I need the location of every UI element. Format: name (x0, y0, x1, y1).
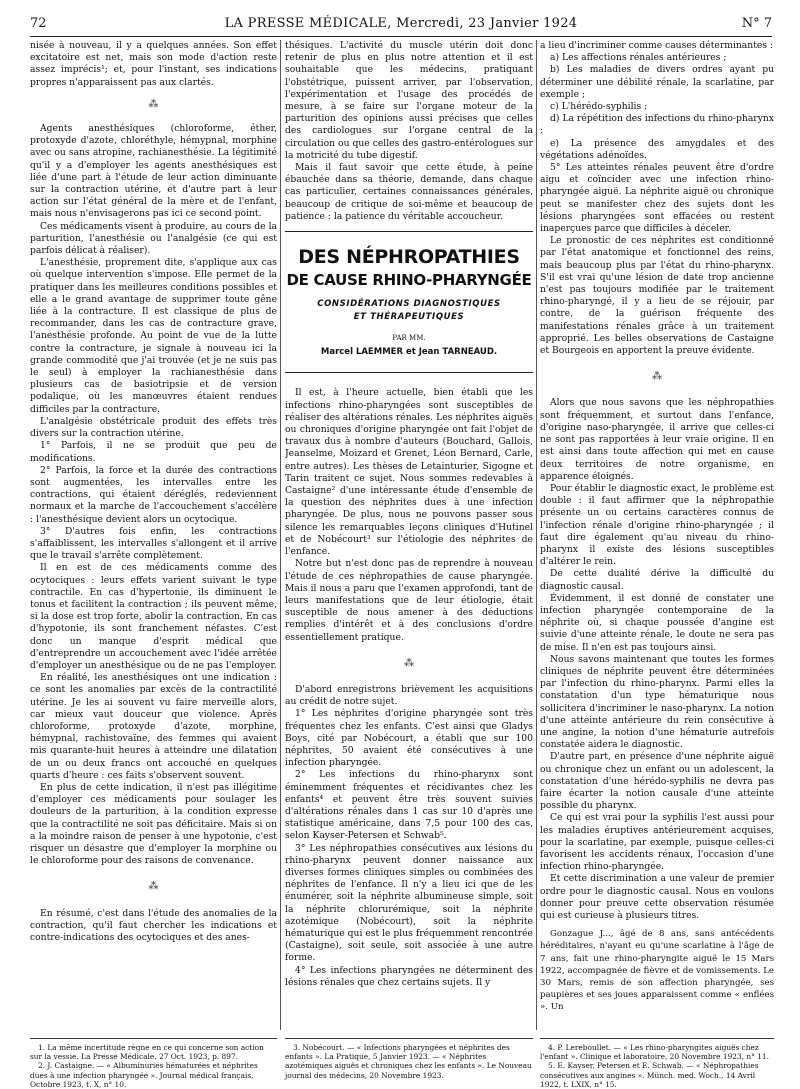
page-header (30, 12, 772, 37)
list-item: c) L'hérédo-syphilis ; (550, 101, 648, 113)
section-separator: ⁂ (652, 371, 662, 383)
paragraph: 1° Les néphrites d'origine pharyngée sont très fréquentes chez les enfants. C'est ainsi que Gladys Boys, cité par Nobécourt, a établi que sur 100 néphrites, 50 avaient été consécutives à une infection pharyngée. (285, 708, 533, 769)
paragraph: Notre but n'est donc pas de reprendre à nouveau l'étude de ces néphropathies de cause pharyngée. Mais il nous a paru que l'examen approfondi, tant de leurs manifestations que de leur étiologie, était susceptible de nous amener à des déductions remplies d'intérêt et à des conclusions d'ordre essentiellement pratique. (285, 558, 533, 643)
paragraph: Ces médicaments visent à produire, au cours de la parturition, l'anesthésie ou l'analgésie (ce qui est parfois délicat à réaliser). (30, 220, 277, 257)
paragraph: En plus de cette indication, il n'est pas illégitime d'employer ces médicaments pour soulager les douleurs de la parturition, à la condition expresse que la contractilité ne soit pas déficitaire. Mais si on a la moindre raison de penser à une hypotonie, c'est risquer un désastre que d'employer la morphine ou le chloroforme pour des raisons de convenance. (30, 781, 277, 867)
paragraph: Et cette discrimination a une valeur de premier ordre pour le diagnostic causal. Nous en voulons donner pour preuve cette observation résumée qui est curieuse à plusieurs titres. (540, 873, 774, 922)
issue-number: N° 7 (741, 16, 772, 31)
footnote: 1. La même incertitude règne en ce qui concerne son action sur la vessie. La Presse Médicale, 27 Oct. 1923, p. 897. (30, 1043, 264, 1062)
footnote: 4. P. Lereboullet. — « Les rhino-pharyngites aiguës chez l'enfant ». Clinique et laboratoire, 20 Novembre 1923, n° 11. (540, 1043, 769, 1062)
paragraph: Agents anesthésiques (chloroforme, éther, protoxyde d'azote, chloréthyle, hémypnal, morphine avec ou sans atropine, rachianesthésie. La légitimité qu'il y a d'employer les agents anesthésiques est liée d'une part à l'étude de leur action diminuante sur la contraction utérine, et d'autre part à leur action sur l'état général de la mère et de l'enfant, mais nous n'envisagerons pas ici ce second point. (30, 123, 277, 220)
paragraph: 4° Les infections pharyngées ne déterminent des lésions rénales que chez certains sujets. Il y (285, 964, 533, 988)
paragraph: De cette dualité dérive la difficulté du diagnostic causal. (540, 568, 774, 592)
case-observation: Gonzague J..., âgé de 8 ans, sans antécédents héréditaires, n'ayant eu qu'une scarlatine à l'âge de 7 ans, fait une rhino-pharyngite aiguë le 15 Mars 1922, accompagnée de fièvre et de vomissements. Le 30 Mars, remis de son affection pharyngée, ses paupières et ses joues apparaissent comme « enflées ». Un (540, 929, 774, 1013)
paragraph: thésiques. L'activité du muscle utérin doit donc retenir de plus en plus notre attention et il est souhaitable que les médecins, pratiquant l'obstétrique, puissent arriver, par l'observation, l'expérimentation et l'usage des procédés de mesure, à se faire sur l'organe moteur de la parturition des opinions aussi précises que celles des cardiologues sur l'organe central de la circulation ou que celles des gastro-entérologues sur la motricité du tube digestif. (285, 40, 533, 161)
footnotes-column-1 (30, 1043, 277, 1089)
paragraph: Le pronostic de ces néphrites est conditionné par l'état anatomique et fonctionnel des reins, mais beaucoup plus par l'état du rhino-pharynx. S'il est vrai qu'une lésion de date trop ancienne n'est pas toujours modifiée par le traitement rhino-pharyngé, il y a lieu de se réjouir, par contre, de la guérison fréquente des manifestations rénales grâce à un traitement approprié. Les belles observations de Castaigne et Bourgeois en apportent la preuve évidente. (540, 235, 774, 357)
paragraph: a lieu d'incriminer comme causes déterminantes : (540, 40, 774, 51)
column-1 (30, 40, 277, 1030)
paragraph: Ce qui est vrai pour la syphilis l'est aussi pour les maladies éruptives antérieurement acquises, pour la scarlatine, par exemple, puisque celles-ci favorisent les accidents rénaux, l'occasion d'une infection rhino-pharyngée. (540, 812, 774, 873)
paragraph: Il en est de ces médicaments comme des ocytociques : leurs effets varient suivant le type contractile. En cas d'hypertonie, ils diminuent le tonus et facilitent la contraction ; ils peuvent même, si la dose est trop forte, abolir la contraction. En cas d'hypotonie, ils sont franchement néfastes. C'est donc un manque d'esprit médical que d'entreprendre un accouchement avec l'idée arrêtée d'employer un anesthésique ou de ne pas l'employer. (30, 562, 277, 671)
paragraph: Pour établir le diagnostic exact, le problème est double : il faut affirmer que la néphropathie présente un ou certains caractères connus de l'infection rénale d'origine rhino-pharyngée ; il faut dire également qu'au niveau du rhino-pharynx il existe des lésions susceptibles d'altérer le rein. (540, 482, 774, 568)
footnote-rule (540, 1038, 774, 1039)
article-heading (285, 231, 533, 373)
paragraph: D'autre part, en présence d'une néphrite aiguë ou chronique chez un enfant ou un adolescent, la constatation d'une hérédo-syphilis ne devra pas faire écarter la notion causale d'une atteinte possible du pharynx. (540, 751, 774, 812)
paragraph: 3° Les néphropathies consécutives aux lésions du rhino-pharynx peuvent donner naissance aux diverses formes cliniques simples ou combinées des néphrites de l'enfance. Il n'y a lieu ici que de les énumérer, soit la néphrite albumineuse simple, soit la néphrite chlorurémique, soit la néphrite azotémique (Nobécourt), soit la néphrite hématurique qui est le plus fréquemment rencontrée (Castaigne), soit seule, soit associée à une autre forme. (285, 842, 533, 964)
footnote: 3. Nobécourt. — « Infections pharyngées et néphrites des enfants ». La Pratique, 5 Janvier 1923. — « Néphrites azotémiques aiguës et chroniques chez les enfants ». Le Nouveau journal des médecins, 20 Novembre 1923. (285, 1043, 532, 1080)
byline-prefix: PAR MM. (392, 334, 426, 343)
section-separator: ⁂ (404, 657, 414, 669)
article-title-line-1: DES NÉPHROPATHIES (298, 246, 520, 269)
footnotes-column-2 (285, 1043, 533, 1080)
article-authors: Marcel LAEMMER et Jean TARNEAUD. (320, 347, 498, 358)
list-item: a) Les affections rénales antérieures ; (550, 52, 727, 64)
paragraph: 2° Parfois, la force et la durée des contractions sont augmentées, les intervalles entre les contractions, qui étaient déréglés, redeviennent normaux et la marche de l'accouchement s'accélère : l'anesthésique devient alors un ocytocique. (30, 464, 277, 525)
article-subtitle-line-2: ET THÉRAPEUTIQUES (353, 312, 465, 323)
list-item: d) La répétition des infections du rhino-pharynx ; (540, 113, 774, 137)
list-item: e) La présence des amygdales et des végétations adénoïdes. (540, 137, 774, 161)
paragraph: 1° Parfois, il ne se produit que peu de modifications. (30, 440, 277, 464)
paragraph: nisée à nouveau, il y a quelques années. Son effet excitatoire est net, mais son mode d'action reste assez imprécis¹; et, pour l'instant, ses indications propres n'apparaissent pas aux clartés. (30, 40, 277, 88)
list-item: b) Les maladies de divers ordres ayant pu déterminer une débilité rénale, la scarlatine, par exemple ; (540, 64, 774, 100)
paragraph: Alors que nous savons que les néphropathies sont fréquemment, et surtout dans l'enfance, d'origine naso-pharyngée, il arrive que celles-ci ne sont pas rapportées à leur vraie origine. Il en est ainsi dans toute affection qui met en cause deux territoires de notre organisme, en apparence éloignés. (540, 397, 774, 482)
footnote-rule (30, 1038, 277, 1039)
paragraph: L'anesthésie, proprement dite, s'applique aux cas où quelque intervention s'impose. Elle permet de la pratiquer dans les meilleures conditions possibles et elle a le grand avantage de supprimer toute gêne liée à la contracture. Il est classique de plus de recommander, dans les cas de contracture grave, l'anesthésie profonde. Au point de vue de la lutte contre la contracture, je signale à nouveau ici la grande commodité que j'ai trouvée (et je ne suis pas le seul) à employer la rachianesthésie dans plusieurs cas de basiotripsie et de version podalique, où les manœuvres étaient rendues difficiles par la contracture. (30, 257, 277, 415)
paragraph: Évidemment, il est donné de constater une infection pharyngée contemporaine de la néphrite où, si chaque poussée d'angine est suivie d'une atteinte rénale, le doute ne sera pas de mise. Il n'en est pas toujours ainsi. (540, 592, 774, 653)
article-subtitle-line-1: CONSIDÉRATIONS DIAGNOSTIQUES (317, 299, 501, 310)
column-2 (285, 40, 533, 1030)
paragraph: Mais il faut savoir que cette étude, à peine ébauchée dans sa théorie, demande, dans chaque cas particulier, certaines connaissances générales, beaucoup de critique de soi-même et beaucoup de patience : la patience du véritable accoucheur. (285, 162, 533, 222)
article-title-line-2: DE CAUSE RHINO-PHARYNGÉE (286, 271, 532, 290)
paragraph: L'analgésie obstétricale produit des effets très divers sur la contraction utérine. (30, 415, 277, 440)
paragraph: 5° Les atteintes rénales peuvent être d'ordre aigu et coïncider avec une infection rhino-pharyngée aiguë. La néphrite aiguë ou chronique peut se manifester chez des sujets dont les lésions pharyngées sont effacées ou restent inaperçues parce que difficiles à déceler. (540, 162, 774, 235)
section-separator: ⁂ (148, 98, 159, 110)
heading-rule (285, 372, 533, 373)
paragraph: En résumé, c'est dans l'étude des anomalies de la contraction, qu'il faut chercher les indications et contre-indications des ocytociques et des anes- (30, 907, 277, 944)
section-separator: ⁂ (148, 881, 159, 893)
footnote: 2. J. Castaigne. — « Albuminuries hématurées et néphrites dues à une infection pharyngée ». Journal médical français, Octobre 1923, t. X, n° 10. (30, 1061, 258, 1089)
footnote-rule (285, 1038, 533, 1039)
footnotes-column-3 (540, 1043, 774, 1089)
footnote: 5. E. Kayser, Petersen et E. Schwab. — « Néphropathies consécutives aux angines ». Münch. med. Woch., 14 Avril 1922, t. LXIX, n° 15. (540, 1061, 759, 1089)
paragraph: D'abord enregistrons brièvement les acquisitions au crédit de notre sujet. (285, 683, 533, 708)
paragraph: 3° D'autres fois enfin, les contractions s'affaiblissent, les intervalles s'allongent et il arrive que le travail s'arrête complètement. (30, 525, 277, 562)
paragraph: En réalité, les anesthésiques ont une indication : ce sont les anomalies par excès de la contractilité utérine. Je les ai souvent vu faire merveille alors, car mieux vaut douceur que violence. Après chloroforme, protoxyde d'azote, morphine, hémypnal, rachistovaïne, des femmes qui avaient mis quarante-huit heures à atteindre une dilatation de un ou deux francs ont accouché en quelques quarts d'heure : ces faits s'observent souvent. (30, 672, 277, 781)
column-3 (540, 40, 774, 1030)
column-divider (536, 40, 537, 1030)
journal-title: LA PRESSE MÉDICALE, Mercredi, 23 Janvier 1924 (224, 16, 578, 31)
page-number: 72 (30, 16, 47, 31)
paragraph: Nous savons maintenant que toutes les formes cliniques de néphrite peuvent être déterminées par l'infection du rhino-pharynx. Parmi elles la constatation d'un type hématurique nous sollicitera d'incriminer le naso-pharynx. La notion d'une atteinte antérieure du rein consécutive à une angine, la notion d'une hématurie autrefois constatée aidera le diagnostic. (540, 653, 774, 751)
paragraph: Il est, à l'heure actuelle, bien établi que les infections rhino-pharyngées sont susceptibles de réaliser des altérations rénales. Les néphrites aiguës ou chroniques d'origine pharyngée ont fait l'objet de travaux dus à nombre d'auteurs (Bouchard, Gallois, Jeanselme, Moizard et Grenet, Léon Bernard, Carle, entre autres). Les thèses de Letainturier, Sigogne et Tarin traitent ce sujet. Nous sommes redevables à Castaigne² d'une intéressante étude d'ensemble de la question des néphrites dues à une infection pharyngée. De plus, nous ne pouvons passer sous silence les remarquables leçons cliniques d'Hutinel et de Nobécourt³ sur l'étiologie des néphrites de l'enfance. (285, 387, 533, 558)
column-divider (280, 40, 281, 1030)
paragraph: 2° Les infections du rhino-pharynx sont éminemment fréquentes et récidivantes chez les enfants⁴ et peuvent être très souvent suivies d'altérations rénales dans 1 cas sur 10 d'après une statistique américaine, dans 7,5 pour 100 des cas, selon Kayser-Petersen et Schwab⁵. (285, 769, 533, 842)
